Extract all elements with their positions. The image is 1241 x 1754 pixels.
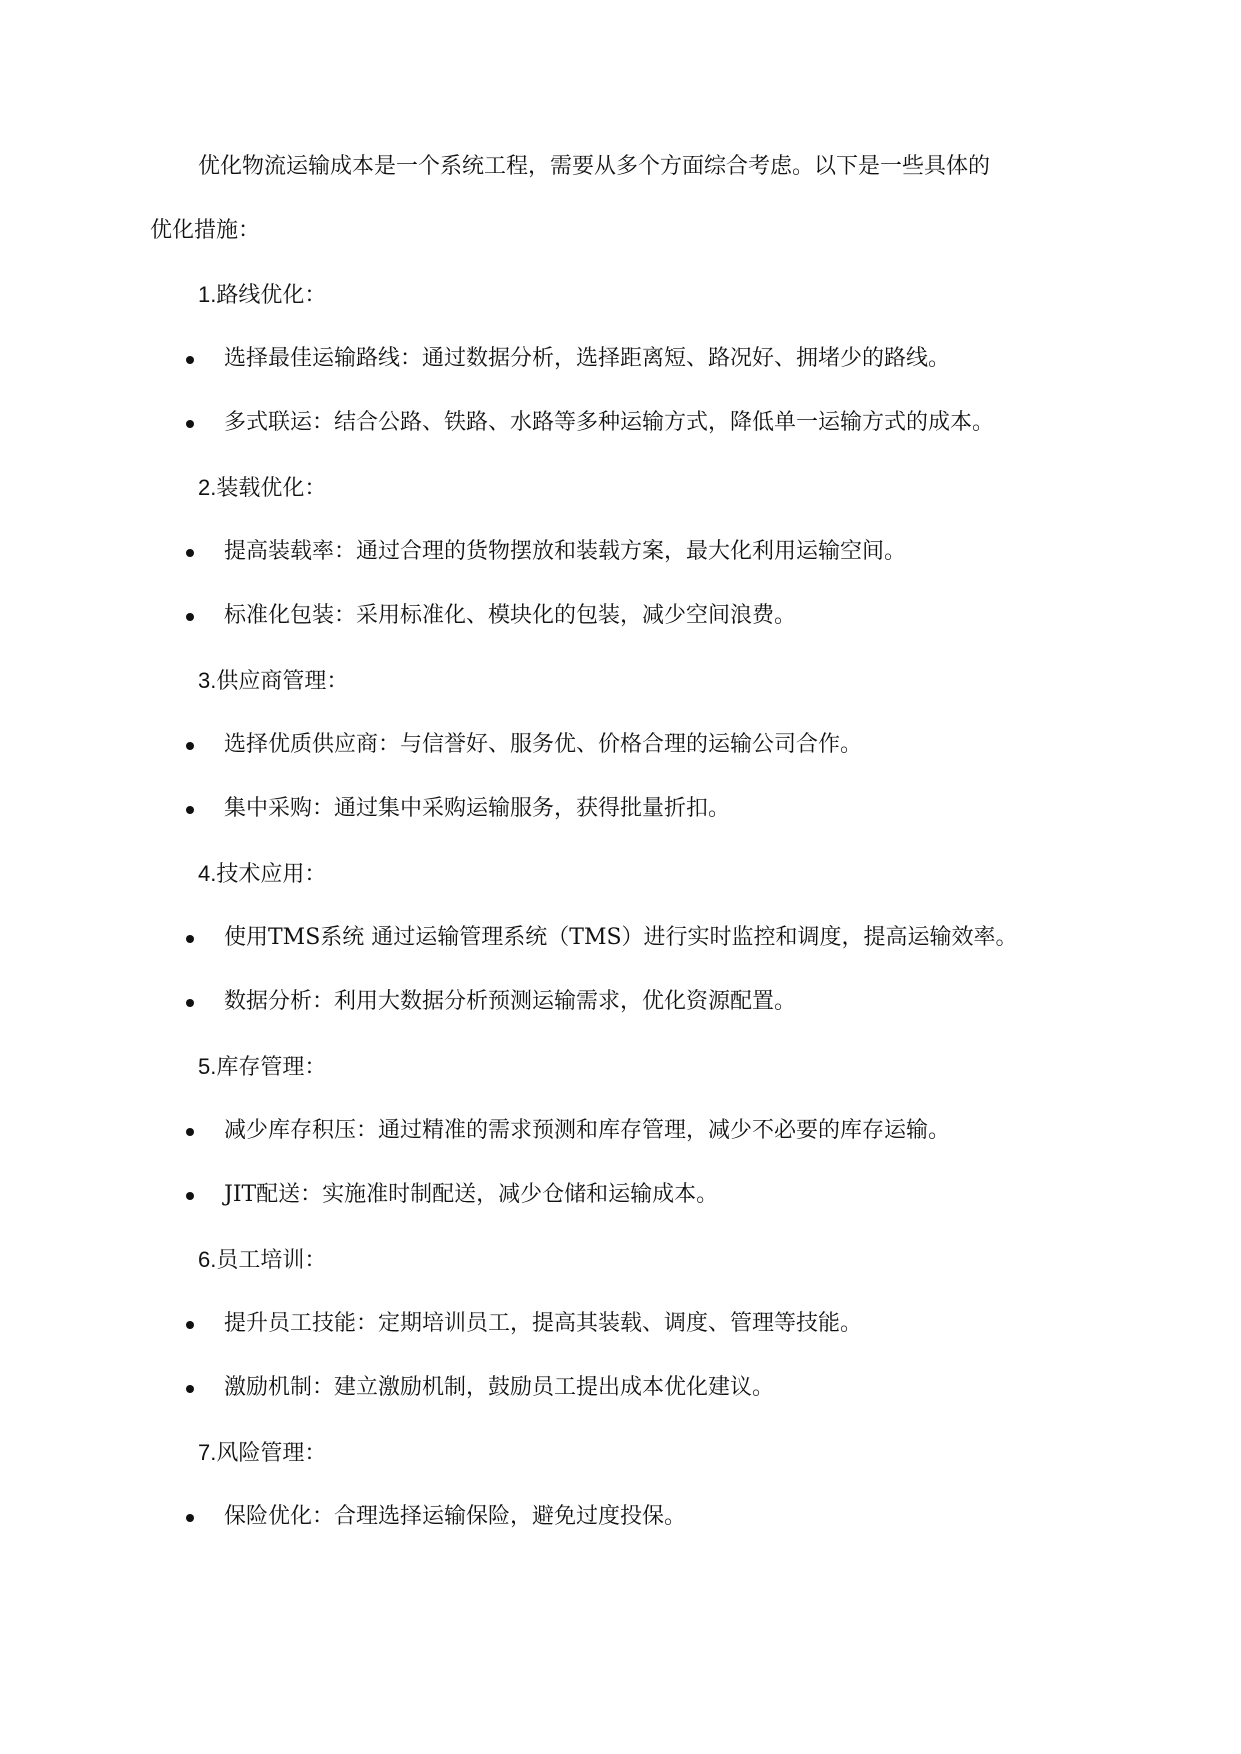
bullet-icon bbox=[186, 935, 194, 943]
bullet-icon bbox=[186, 806, 194, 814]
section-heading-training: 6.员工培训： bbox=[198, 1247, 327, 1272]
bullet-icon bbox=[186, 356, 194, 364]
list-item-text: 集中采购：通过集中采购运输服务，获得批量折扣。 bbox=[224, 796, 731, 821]
intro-paragraph-line-2: 优化措施： bbox=[150, 218, 261, 243]
list-item-text: 多式联运：结合公路、铁路、水路等多种运输方式，降低单一运输方式的成本。 bbox=[224, 410, 995, 435]
list-item-text: JIT配送：实施准时制配送，减少仓储和运输成本。 bbox=[224, 1182, 719, 1207]
bullet-icon bbox=[186, 999, 194, 1007]
section-heading-technology: 4.技术应用： bbox=[198, 861, 327, 886]
bullet-icon bbox=[186, 1192, 194, 1200]
bullet-icon bbox=[186, 420, 194, 428]
bullet-icon bbox=[186, 1385, 194, 1393]
section-heading-risk: 7.风险管理： bbox=[198, 1440, 327, 1465]
bullet-icon bbox=[186, 742, 194, 750]
list-item-text: 选择最佳运输路线：通过数据分析，选择距离短、路况好、拥堵少的路线。 bbox=[224, 346, 951, 371]
section-heading-inventory: 5.库存管理： bbox=[198, 1054, 327, 1079]
bullet-icon bbox=[186, 1514, 194, 1522]
list-item-text: 提高装载率：通过合理的货物摆放和装载方案，最大化利用运输空间。 bbox=[224, 539, 907, 564]
list-item-text: 标准化包装：采用标准化、模块化的包装，减少空间浪费。 bbox=[224, 603, 797, 628]
bullet-icon bbox=[186, 1128, 194, 1136]
list-item-text: 保险优化：合理选择运输保险，避免过度投保。 bbox=[224, 1504, 687, 1529]
list-item-text: 使用TMS系统 通过运输管理系统（TMS）进行实时监控和调度，提高运输效率。 bbox=[224, 925, 1018, 950]
list-item-text: 提升员工技能：定期培训员工，提高其装载、调度、管理等技能。 bbox=[224, 1311, 863, 1336]
list-item-text: 选择优质供应商：与信誉好、服务优、价格合理的运输公司合作。 bbox=[224, 732, 863, 757]
list-item-text: 激励机制：建立激励机制，鼓励员工提出成本优化建议。 bbox=[224, 1375, 775, 1400]
intro-paragraph-line-1: 优化物流运输成本是一个系统工程，需要从多个方面综合考虑。以下是一些具体的 bbox=[198, 154, 991, 179]
bullet-icon bbox=[186, 549, 194, 557]
bullet-icon bbox=[186, 1321, 194, 1329]
list-item-text: 数据分析：利用大数据分析预测运输需求，优化资源配置。 bbox=[224, 989, 797, 1014]
list-item-text: 减少库存积压：通过精准的需求预测和库存管理，减少不必要的库存运输。 bbox=[224, 1118, 951, 1143]
section-heading-route: 1.路线优化： bbox=[198, 282, 327, 307]
bullet-icon bbox=[186, 613, 194, 621]
section-heading-supplier: 3.供应商管理： bbox=[198, 668, 349, 693]
section-heading-loading: 2.装载优化： bbox=[198, 475, 327, 500]
